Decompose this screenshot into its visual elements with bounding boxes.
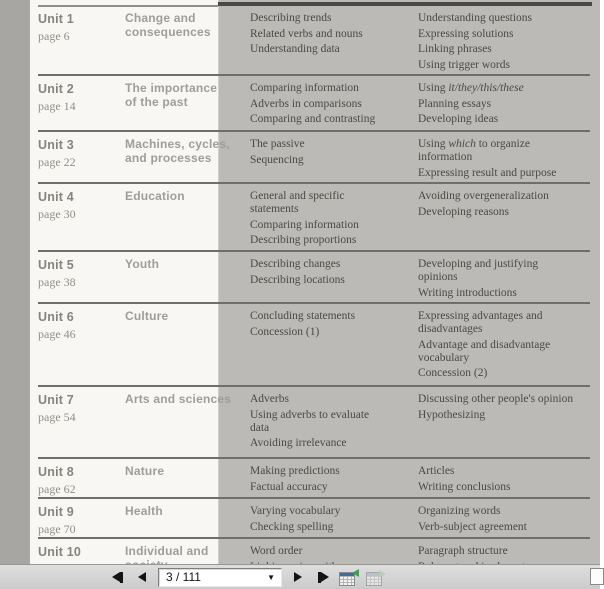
skill-item [250, 154, 404, 167]
unit-cell [38, 465, 125, 497]
unit-cell [38, 190, 125, 250]
skill-item [250, 481, 404, 494]
skill-item [418, 521, 576, 534]
unit-page: page 62 [38, 482, 76, 496]
previous-page-button[interactable] [133, 569, 151, 585]
theme-line: Arts and sciences [125, 392, 232, 406]
unit-theme [125, 82, 250, 130]
last-page-icon [321, 572, 329, 582]
skill-line: disadvantages [418, 323, 483, 335]
skill-column [418, 82, 590, 130]
skill-item [250, 465, 404, 478]
unit-label: Unit 6 [38, 310, 74, 324]
skill-line: Avoiding overgeneralization [418, 190, 549, 202]
skill-item [250, 138, 404, 151]
skill-item [418, 113, 576, 126]
skill-item [250, 113, 404, 126]
theme-line: and processes [125, 150, 212, 165]
skill-line: Avoiding irrelevance [250, 437, 347, 449]
page-indicator: 3 / 111 [166, 570, 201, 584]
theme-line: Health [125, 504, 163, 518]
theme-line: Culture [125, 309, 169, 323]
unit-page: page 30 [38, 207, 76, 221]
skill-item [250, 98, 404, 111]
skill-item [250, 437, 404, 450]
theme-line: Education [125, 189, 185, 203]
skill-line: Related verbs and nouns [250, 27, 363, 40]
skill-item [250, 326, 404, 339]
skill-item [250, 274, 404, 287]
skill-item [418, 138, 576, 164]
skill-line: Writing conclusions [418, 480, 511, 493]
viewer-toolbar [0, 564, 600, 589]
skill-line: Using which to organize [418, 138, 530, 150]
unit-label: Unit 2 [38, 82, 74, 96]
skill-column [250, 258, 418, 302]
skill-line: Understanding questions [418, 12, 533, 24]
unit-theme [125, 393, 250, 457]
page-number-combobox[interactable] [158, 568, 282, 587]
skill-item [418, 393, 576, 406]
unit-cell [38, 393, 125, 457]
unit-cell [38, 505, 125, 537]
skill-line: Expressing advantages and [418, 310, 543, 322]
skill-column [250, 393, 418, 457]
unit-theme [125, 12, 250, 74]
skill-item [250, 310, 404, 323]
table-row [38, 250, 590, 302]
skill-item [250, 219, 404, 232]
skill-item [250, 82, 404, 95]
skill-item [418, 82, 576, 95]
skill-item [418, 481, 576, 494]
skill-item [418, 206, 576, 219]
skill-line: Discussing other people's opinion [418, 393, 574, 405]
skill-line: Using trigger words [418, 58, 510, 71]
skill-line: Describing locations [250, 273, 345, 286]
skill-item [418, 310, 576, 336]
table-row [38, 385, 590, 457]
skill-item [250, 409, 404, 435]
theme-line: Nature [125, 464, 165, 478]
skill-line: Comparing and contrasting [250, 113, 376, 125]
skill-column [250, 82, 418, 130]
skill-line: Expressing result and purpose [418, 166, 557, 179]
skill-line: Comparing information [250, 218, 359, 231]
next-page-icon [294, 572, 302, 582]
skill-item [250, 258, 404, 271]
unit-page: page 22 [38, 155, 76, 169]
previous-view-arrow-icon [352, 569, 359, 577]
unit-cell [38, 138, 125, 182]
skill-line: Describing changes [250, 258, 341, 270]
next-page-button[interactable] [289, 569, 307, 585]
skill-column [418, 310, 590, 385]
skill-line: Linking phrases [418, 43, 492, 55]
skill-column [250, 465, 418, 497]
clipped-toolbar-icon[interactable] [590, 568, 604, 585]
theme-line: The importance [125, 81, 218, 95]
unit-theme [125, 258, 250, 302]
skill-line: information [418, 151, 473, 163]
skill-line: Expressing solutions [418, 27, 514, 40]
unit-label: Unit 5 [38, 258, 74, 272]
unit-page: page 54 [38, 410, 76, 424]
skill-item [418, 409, 576, 422]
skill-column [250, 190, 418, 250]
skill-item [250, 12, 404, 25]
skill-line: statements [250, 203, 299, 215]
skill-column [250, 505, 418, 537]
unit-theme [125, 505, 250, 537]
table-row [38, 457, 590, 497]
table-row [38, 302, 590, 385]
unit-label: Unit 9 [38, 505, 74, 519]
skill-line: The passive [250, 138, 305, 150]
skill-item [250, 43, 404, 56]
skill-item [418, 167, 576, 180]
skill-item [418, 190, 576, 203]
unit-page: page 6 [38, 29, 70, 43]
skill-item [418, 12, 576, 25]
skill-line: Adverbs in comparisons [250, 97, 362, 110]
skill-line: Planning essays [418, 97, 492, 110]
theme-line: Change and [125, 11, 196, 25]
skill-column [418, 12, 590, 74]
unit-cell [38, 258, 125, 302]
table-row [38, 130, 590, 182]
skill-line: data [250, 421, 270, 434]
skill-line: Hypothesizing [418, 408, 486, 421]
skill-line: Organizing words [418, 505, 501, 517]
chevron-down-icon[interactable]: ▼ [267, 572, 275, 582]
skill-line: Writing introductions [418, 286, 517, 299]
skill-line: opinions [418, 271, 458, 283]
skill-item [250, 505, 404, 518]
skill-item [250, 545, 404, 558]
unit-label: Unit 4 [38, 190, 74, 204]
skill-item [250, 28, 404, 41]
first-page-icon-bar [120, 572, 123, 583]
page-left-margin [0, 0, 30, 564]
skill-item [250, 234, 404, 247]
theme-line: Youth [125, 257, 160, 271]
skill-line: General and specific [250, 190, 345, 202]
skill-line: Using it/they/this/these [418, 82, 524, 94]
skill-item [418, 367, 576, 380]
unit-page: page 46 [38, 327, 76, 341]
unit-theme [125, 310, 250, 385]
last-page-button[interactable] [314, 569, 332, 585]
theme-line: Individual and [125, 544, 209, 558]
next-view-arrow-icon [379, 570, 386, 578]
skill-item [418, 98, 576, 111]
unit-cell [38, 310, 125, 385]
unit-cell [38, 12, 125, 74]
previous-page-icon [138, 572, 146, 582]
table-row [38, 182, 590, 250]
skill-line: Concession (2) [418, 367, 488, 379]
skill-column [418, 393, 590, 457]
unit-label: Unit 3 [38, 138, 74, 152]
skill-line: Concession (1) [250, 325, 320, 338]
skill-line: Varying vocabulary [250, 505, 341, 517]
skill-column [418, 138, 590, 182]
skill-line: Adverbs [250, 393, 289, 405]
first-page-button[interactable] [108, 569, 126, 585]
skill-line: Describing proportions [250, 234, 357, 246]
skill-line: Verb-subject agreement [418, 520, 527, 533]
unit-page: page 38 [38, 275, 76, 289]
skill-column [418, 190, 590, 250]
skill-line: vocabulary [418, 351, 470, 364]
skill-item [250, 521, 404, 534]
skill-item [418, 28, 576, 41]
unit-page: page 70 [38, 522, 76, 536]
skill-column [250, 310, 418, 385]
skill-item [418, 545, 576, 558]
theme-line: of the past [125, 94, 188, 109]
unit-label: Unit 7 [38, 393, 74, 407]
theme-line: consequences [125, 24, 211, 39]
unit-page: page 14 [38, 99, 76, 113]
skill-item [418, 43, 576, 56]
skill-line: Understanding data [250, 43, 340, 55]
unit-label: Unit 1 [38, 12, 74, 26]
first-page-icon [112, 572, 120, 582]
skill-line: Checking spelling [250, 520, 334, 533]
skill-column [250, 138, 418, 182]
skill-item [418, 287, 576, 300]
page-nav-group [108, 568, 386, 587]
skill-line: Concluding statements [250, 310, 356, 322]
skill-line: Factual accuracy [250, 480, 328, 493]
skill-item [418, 505, 576, 518]
skill-line: Sequencing [250, 153, 304, 166]
table-row [38, 497, 590, 537]
skill-line: Comparing information [250, 82, 359, 94]
table-row [38, 6, 590, 74]
unit-cell [38, 82, 125, 130]
theme-line: Machines, cycles, [125, 137, 230, 151]
unit-theme [125, 190, 250, 250]
unit-label: Unit 8 [38, 465, 74, 479]
skill-line: Word order [250, 545, 303, 557]
skill-column [418, 465, 590, 497]
skill-item [250, 190, 404, 216]
skill-line: Using adverbs to evaluate [250, 408, 370, 421]
skill-line: Advantage and disadvantage [418, 338, 551, 351]
skill-line: Describing trends [250, 12, 332, 24]
skill-item [418, 59, 576, 72]
skill-item [250, 393, 404, 406]
skill-item [418, 465, 576, 478]
skill-line: Making predictions [250, 465, 340, 477]
skill-item [418, 339, 576, 365]
next-view-button[interactable] [366, 569, 386, 586]
skill-line: Articles [418, 465, 455, 477]
skill-item [418, 258, 576, 284]
previous-view-button[interactable] [339, 569, 359, 586]
skill-line: Developing reasons [418, 205, 510, 218]
contents-table [38, 6, 590, 577]
skill-line: Paragraph structure [418, 545, 508, 557]
unit-theme [125, 138, 250, 182]
skill-line: Developing ideas [418, 113, 499, 125]
skill-column [418, 505, 590, 537]
skill-column [250, 12, 418, 74]
skill-line: Developing and justifying [418, 258, 539, 270]
unit-theme [125, 465, 250, 497]
unit-label: Unit 10 [38, 545, 82, 559]
table-row [38, 74, 590, 130]
skill-column [418, 258, 590, 302]
